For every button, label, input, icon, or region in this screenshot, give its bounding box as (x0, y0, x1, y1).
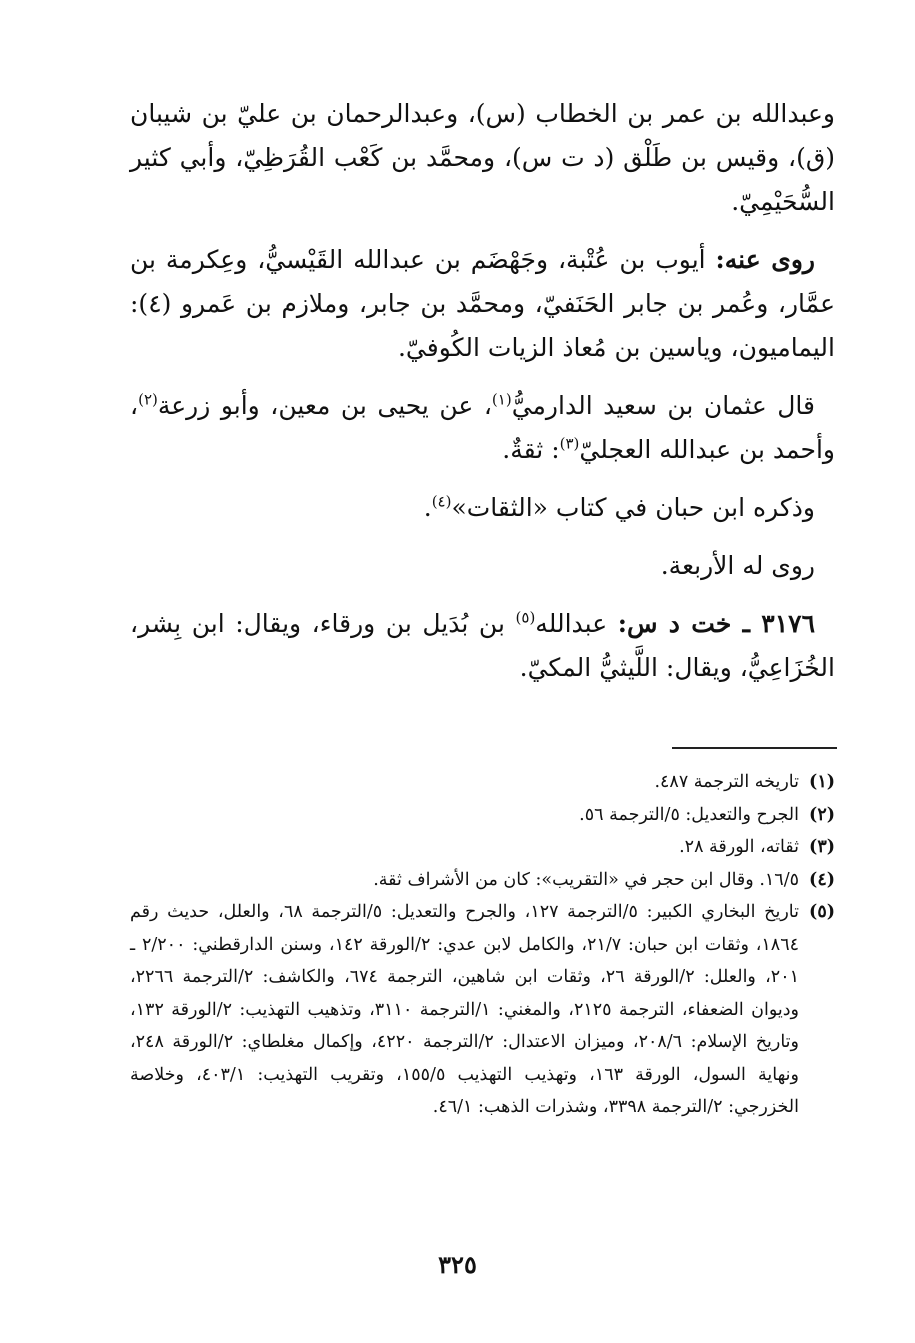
footnote-ref-1: (١) (491, 390, 512, 409)
footnote (130, 766, 835, 799)
paragraph-text: وعبدالله بن عمر بن الخطاب (س)، وعبدالرحمان بن عليّ بن شيبان (ق)، وقيس بن طَلْق (د ت س)، ومحمَّد بن كَعْب القُرَظِيّ، وأبي كثير السُّحَيْمِيّ. (130, 99, 835, 216)
paragraph-authentication (130, 384, 835, 472)
footnote-number: (٤) (809, 869, 835, 890)
main-text (130, 92, 835, 704)
paragraph-text: ، عن يحيى بن معين، وأبو زرعة (157, 391, 492, 420)
footnote-ref-3: (٣) (559, 434, 580, 453)
footnote-number: (٥) (809, 902, 835, 922)
footnote-ref-2: (٢) (138, 390, 158, 409)
footnote-number: (٢) (809, 804, 835, 825)
paragraph-text: ، وأحمد بن عبدالله العجليّ (130, 391, 835, 464)
paragraph-teachers-continued (130, 92, 835, 224)
paragraph-text: عبدالله (535, 609, 618, 638)
paragraph-text: . (423, 493, 432, 522)
paragraph-text: بن بُدَيل بن ورقاء، ويقال: ابن بِشر، الخُزَاعِيُّ، ويقال: اللَّيثيُّ المكيّ. (130, 609, 835, 682)
footnotes (130, 766, 835, 1124)
entry-number: ٣١٧٦ ـ خت د س: (617, 609, 815, 638)
footnote-ref-5: (٥) (515, 608, 536, 627)
paragraph-text: أيوب بن عُتْبة، وجَهْضَم بن عبدالله القَيْسيُّ، وعِكرمة بن عمَّار، وعُمر بن جابر الحَنَفيّ، ومحمَّد بن جابر، وملازم بن عَمرو (٤): اليماميون، وياسين بن مُعاذ الزيات الكُوفيّ. (130, 245, 835, 362)
paragraph-text: : ثقةٌ. (502, 435, 560, 464)
students-heading: روى عنه: (715, 245, 816, 274)
footnote (130, 896, 835, 1124)
footnote (130, 799, 835, 832)
footnote-ref-4: (٤) (431, 492, 452, 511)
footnote-divider (672, 747, 837, 749)
footnote-number: (١) (809, 772, 835, 792)
footnote (130, 831, 835, 864)
paragraph-entry-3176 (130, 602, 835, 690)
footnote-text: الجرح والتعديل: ٥/الترجمة ٥٦. (579, 804, 799, 825)
footnote-text: تاريخه الترجمة ٤٨٧. (654, 772, 799, 792)
paragraph-text: وذكره ابن حبان في كتاب «الثقات» (451, 493, 815, 522)
paragraph-ibn-hibban (130, 486, 835, 530)
footnote-text: ثقاته، الورقة ٢٨. (679, 837, 799, 857)
paragraph-students (130, 238, 835, 370)
footnote-text: تاريخ البخاري الكبير: ٥/الترجمة ١٢٧، والجرح والتعديل: ٥/الترجمة ٦٨، والعلل، حديث رقم ١٨٦٤، وثقات ابن حبان: ٢١/٧، والكامل لابن عدي: ٢/الورقة ١٤٢، وسنن الدارقطني: ٢/٢٠٠ ـ ٢٠١، والعلل: ٢/الورقة ٢٦، وثقات ابن شاهين، الترجمة ٦٧٤، والكاشف: ٢/الترجمة ٢٢٦٦، وديوان الضعفاء، الترجمة ٢١٢٥، والمغني: ١/الترجمة ٣١١٠، وتذهيب التهذيب: ٢/الورقة ١٣٢، وتاريخ الإسلام: ٢٠٨/٦، وميزان الاعتدال: ٢/الترجمة ٤٢٢٠، وإكمال مغلطاي: ٢/الورقة ٢٤٨، ونهاية السول، الورقة ١٦٣، وتهذيب التهذيب ١٥٥/٥، وتقريب التهذيب: ٤٠٣/١، وخلاصة الخزرجي: ٢/الترجمة ٣٣٩٨، وشذرات الذهب: ٤٦/١. (130, 902, 800, 1117)
page-number: ٣٢٥ (438, 1250, 477, 1279)
footnote (130, 864, 835, 897)
footnote-number: (٣) (809, 837, 835, 857)
footnote-text: ١٦/٥. وقال ابن حجر في «التقريب»: كان من الأشراف ثقة. (373, 869, 799, 890)
paragraph-narrated-by (130, 544, 835, 588)
paragraph-text: روى له الأربعة. (660, 551, 815, 580)
paragraph-text: قال عثمان بن سعيد الدارميُّ (511, 391, 815, 420)
